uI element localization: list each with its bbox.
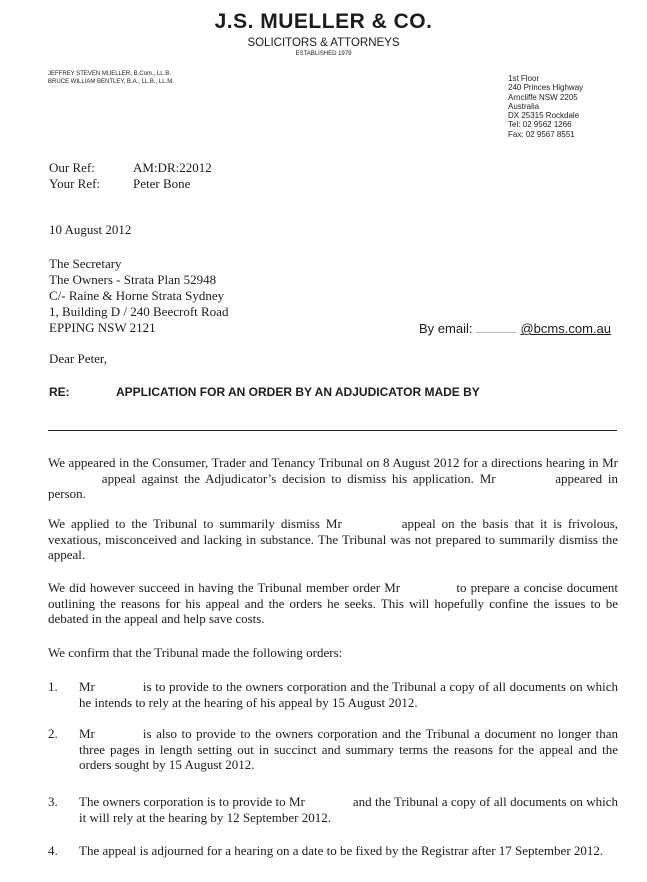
- paragraph-text: appeared in person.: [48, 470, 619, 501]
- order-item: [48, 726, 618, 773]
- paragraph-text: We did however succeed in having the Tribunal member order Mr: [48, 580, 401, 595]
- your-ref-row: [49, 176, 212, 192]
- recipient-line: C/- Raine & Horne Strata Sydney: [49, 288, 225, 303]
- paragraph-text: to prepare a concise document outlining the reasons for his appeal and the orders he seeks. This will hopefully confine the issues to be debated in the appeal and help save costs.: [48, 580, 619, 626]
- recipient-line: The Secretary: [49, 256, 122, 271]
- address-line: 240 Princes Highway: [508, 83, 584, 93]
- order-text: [79, 843, 618, 859]
- order-text-part: and the Tribunal a copy of all documents on which it will rely at the hearing by 12 September 2012.: [79, 794, 618, 825]
- order-text: [79, 794, 618, 825]
- paragraph-text: We appeared in the Consumer, Trader and Tenancy Tribunal on 8 August 2012 for a directions hearing in Mr: [48, 455, 618, 470]
- order-text-part: is to provide to the owners corporation and the Tribunal a copy of all documents on which he intends to rely at the hearing of his appeal by 15 August 2012.: [79, 679, 618, 710]
- order-number: 2.: [48, 726, 58, 741]
- re-subject: APPLICATION FOR AN ORDER BY AN ADJUDICATOR MADE BY: [116, 385, 480, 399]
- order-text-part: The appeal is adjourned for a hearing on a date to be fixed by the Registrar after 17 September 2012.: [79, 843, 604, 858]
- address-line: Tel: 02 9562 1266: [508, 120, 572, 130]
- address-line: Australia: [508, 101, 540, 111]
- email-label: By email:: [419, 321, 473, 336]
- order-number: 3.: [48, 794, 58, 809]
- recipient-line: EPPING NSW 2121: [49, 320, 156, 335]
- recipient-line: 1, Building D / 240 Beecroft Road: [49, 304, 229, 319]
- order-item: [48, 794, 618, 825]
- order-text-part: Mr: [79, 679, 95, 694]
- address-line: DX 25315 Rockdale: [508, 111, 580, 121]
- redaction: [476, 321, 516, 333]
- partner-name: JEFFREY STEVEN MUELLER, B.Com., LL.B.: [48, 71, 171, 77]
- paragraph-text: appeal on the basis that it is frivolous, vexatious, misconceived and lacking in substance. The Tribunal was not prepared to summarily dismiss the appeal.: [48, 516, 619, 562]
- firm-name: J.S. MUELLER & CO.: [214, 10, 433, 33]
- your-ref-label: Your Ref:: [49, 176, 101, 191]
- letter-date: 10 August 2012: [49, 222, 132, 237]
- order-number: 1.: [48, 679, 58, 694]
- partner-name: BRUCE WILLIAM BENTLEY, B.A., LL.B., LL.M.: [48, 79, 174, 85]
- order-text: [79, 679, 618, 710]
- email-domain[interactable]: @bcms.com.au: [520, 321, 611, 336]
- firm-subtitle: SOLICITORS & ATTORNEYS: [247, 37, 400, 49]
- recipient-address: [49, 256, 228, 336]
- body-paragraph: [48, 455, 618, 502]
- firm-address: [508, 74, 583, 139]
- order-text-part: is also to provide to the owners corporation and the Tribunal a document no longer than three pages in length setting out in succinct and summary terms the reasons for the appeal and the orders sought by 15 August 2012.: [79, 726, 618, 772]
- order-number: 4.: [48, 843, 58, 858]
- paragraph-text: appeal against the Adjudicator’s decision to dismiss his application. Mr: [101, 470, 496, 486]
- our-ref-label: Our Ref:: [49, 160, 95, 175]
- address-line: 1st Floor: [508, 74, 540, 83]
- order-item: [48, 843, 618, 859]
- order-text-part: The owners corporation is to provide to Mr: [79, 794, 305, 809]
- body-paragraph: [48, 580, 618, 627]
- body-paragraph: [48, 516, 618, 563]
- partner-list: [48, 70, 174, 86]
- paragraph-text: We applied to the Tribunal to summarily dismiss Mr: [48, 516, 342, 531]
- recipient-line: The Owners - Strata Plan 52948: [49, 272, 217, 287]
- order-text-part: Mr: [79, 726, 95, 741]
- order-item: [48, 679, 618, 710]
- address-line: Fax: 02 9567 8551: [508, 129, 575, 139]
- email-line: [419, 321, 611, 336]
- body-paragraph: We confirm that the Tribunal made the following orders:: [48, 645, 343, 660]
- our-ref-value: AM:DR:22012: [133, 160, 212, 175]
- order-text: [79, 726, 618, 773]
- salutation: Dear Peter,: [49, 351, 107, 366]
- our-ref-row: [49, 160, 212, 176]
- firm-established: ESTABLISHED 1979: [295, 51, 352, 57]
- divider: [48, 430, 617, 431]
- re-label: RE:: [49, 385, 70, 399]
- your-ref-value: Peter Bone: [133, 176, 191, 191]
- address-line: Arncliffe NSW 2205: [508, 92, 578, 102]
- references: [49, 160, 212, 192]
